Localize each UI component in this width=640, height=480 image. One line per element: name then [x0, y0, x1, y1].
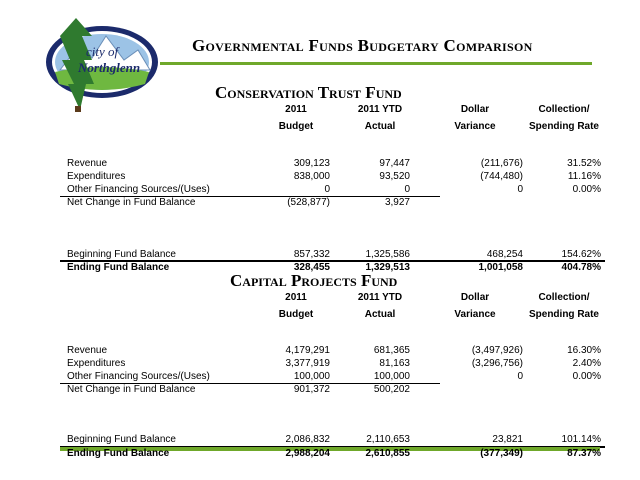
header-variance-line1: Dollar — [460, 292, 490, 303]
capital-header-budget — [268, 291, 324, 321]
table-cell-variance: (744,480) — [480, 171, 523, 182]
table-row-label: Beginning Fund Balance — [67, 249, 176, 260]
capital-header-rate — [518, 291, 610, 321]
table-cell-actual: 500,202 — [373, 384, 410, 395]
conservation-header-rate — [518, 103, 610, 133]
table-row-label: Expenditures — [67, 171, 126, 182]
table-cell-budget: 2,086,832 — [285, 434, 330, 445]
table-cell-rate: 11.16% — [567, 171, 601, 182]
header-variance-line2: Variance — [454, 309, 496, 320]
table-cell-variance: (211,676) — [480, 158, 523, 169]
header-rate-line2: Spending Rate — [528, 309, 599, 320]
table-cell-actual: 1,329,513 — [365, 262, 410, 273]
table-row-label: Beginning Fund Balance — [67, 434, 176, 445]
header-budget-line2: Budget — [278, 121, 314, 132]
header-actual-line2: Actual — [364, 309, 396, 320]
header-variance-line2: Variance — [454, 121, 496, 132]
table-cell-budget: 838,000 — [293, 171, 330, 182]
header-rate-line1: Collection/ — [538, 104, 590, 115]
table-row-label: Revenue — [67, 158, 108, 169]
table-cell-budget: 100,000 — [293, 371, 330, 382]
header-budget-line2: Budget — [278, 309, 314, 320]
table-cell-budget: 857,332 — [293, 249, 330, 260]
table-cell-variance: (3,296,756) — [471, 358, 523, 369]
table-cell-actual: 3,927 — [384, 197, 410, 208]
header-rate-line2: Spending Rate — [528, 121, 599, 132]
table-cell-variance: (377,349) — [480, 448, 523, 459]
capital-header-variance — [445, 291, 505, 321]
logo-text-line2: Northglenn — [78, 60, 141, 75]
table-cell-rate: 87.37% — [567, 448, 601, 459]
header-budget-line1: 2011 — [285, 104, 307, 115]
table-cell-actual: 2,610,855 — [365, 448, 410, 459]
capital-header-actual — [350, 291, 410, 321]
table-cell-actual: 100,000 — [373, 371, 410, 382]
table-row-label: Revenue — [67, 345, 108, 356]
table-cell-variance: 468,254 — [486, 249, 523, 260]
table-cell-budget: 309,123 — [293, 158, 330, 169]
table-row-label: Net Change in Fund Balance — [67, 384, 196, 395]
table-cell-rate: 154.62% — [561, 249, 601, 260]
header-variance-line1: Dollar — [460, 104, 490, 115]
table-cell-actual: 1,325,586 — [365, 249, 410, 260]
table-cell-actual: 81,163 — [379, 358, 410, 369]
table-cell-actual: 0 — [404, 184, 410, 195]
table-cell-variance: (3,497,926) — [471, 345, 523, 356]
table-cell-rate: 101.14% — [561, 434, 601, 445]
table-cell-rate: 0.00% — [572, 371, 601, 382]
table-cell-variance: 0 — [517, 371, 523, 382]
table-cell-budget: (528,877) — [287, 197, 330, 208]
table-cell-actual: 681,365 — [373, 345, 410, 356]
table-cell-budget: 4,179,291 — [285, 345, 330, 356]
table-cell-rate: 16.30% — [567, 345, 601, 356]
page-title: Governmental Funds Budgetary Comparison — [192, 36, 533, 55]
table-cell-rate: 404.78% — [561, 262, 601, 273]
conservation-section-title: Conservation Trust Fund — [215, 83, 402, 102]
conservation-header-actual — [350, 103, 410, 133]
table-cell-budget: 0 — [324, 184, 330, 195]
table-cell-budget: 3,377,919 — [285, 358, 330, 369]
table-row-label: Ending Fund Balance — [67, 262, 170, 273]
header-actual-line1: 2011 YTD — [357, 292, 403, 303]
table-row-label: Ending Fund Balance — [67, 448, 170, 459]
table-cell-variance: 1,001,058 — [478, 262, 523, 273]
table-row-label: Net Change in Fund Balance — [67, 197, 196, 208]
conservation-header-budget — [268, 103, 324, 133]
table-cell-actual: 2,110,653 — [366, 434, 410, 445]
table-cell-actual: 93,520 — [379, 171, 410, 182]
table-row-label: Other Financing Sources/(Uses) — [67, 371, 210, 382]
table-row-label: Expenditures — [67, 358, 126, 369]
header-actual-line2: Actual — [364, 121, 396, 132]
table-cell-rate: 31.52% — [567, 158, 601, 169]
table-cell-budget: 328,455 — [293, 262, 330, 273]
header-budget-line1: 2011 — [285, 292, 307, 303]
table-cell-budget: 901,372 — [293, 384, 330, 395]
title-underline — [160, 62, 592, 65]
table-cell-variance: 23,821 — [492, 434, 523, 445]
table-row-label: Other Financing Sources/(Uses) — [67, 184, 210, 195]
table-cell-actual: 97,447 — [379, 158, 410, 169]
table-cell-budget: 2,988,204 — [285, 448, 330, 459]
table-cell-rate: 2.40% — [572, 358, 601, 369]
header-rate-line1: Collection/ — [538, 292, 590, 303]
logo-text-line1: city of — [86, 44, 119, 59]
capital-section-title: Capital Projects Fund — [230, 271, 398, 290]
conservation-header-variance — [445, 103, 505, 133]
table-cell-rate: 0.00% — [572, 184, 601, 195]
header-actual-line1: 2011 YTD — [357, 104, 403, 115]
table-cell-variance: 0 — [517, 184, 523, 195]
